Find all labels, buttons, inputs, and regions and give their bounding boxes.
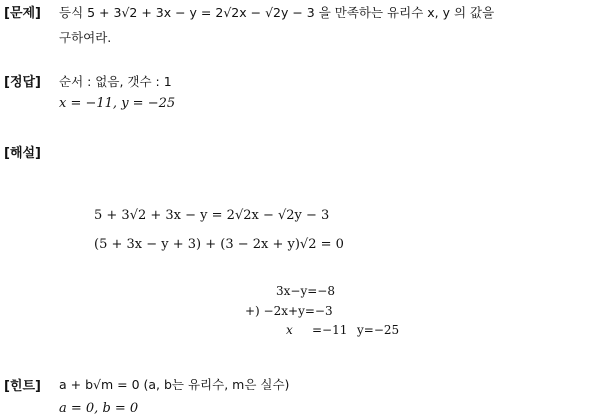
- answer-order-count: 순서 : 없음, 갯수 : 1: [59, 74, 172, 89]
- system-row-2: +) −2x+y=−3: [245, 304, 333, 318]
- hint-label: [힌트]: [4, 379, 41, 394]
- system-row-3-x: x: [286, 323, 293, 337]
- answer-label: [정답]: [4, 75, 41, 90]
- solution-equation-2: (5 + 3x − y + 3) + (3 − 2x + y)√2 = 0: [94, 237, 344, 252]
- system-row-3-value: =−11: [312, 323, 348, 337]
- answer-values: x = −11, y = −25: [59, 96, 176, 111]
- solution-equation-1: 5 + 3√2 + 3x − y = 2√2x − √2y − 3: [94, 208, 330, 223]
- system-row-3-y: y=−25: [357, 323, 400, 337]
- hint-text-line-1: a + b√m = 0 (a, b는 유리수, m은 실수): [59, 377, 290, 392]
- hint-text-line-2: a = 0, b = 0: [59, 401, 139, 416]
- solution-label: [해설]: [4, 146, 41, 161]
- problem-text-line-1: 등식 5 + 3√2 + 3x − y = 2√2x − √2y − 3 을 만족하는 유리수 x, y 의 값을: [59, 5, 495, 20]
- problem-text-line-2: 구하여라.: [59, 30, 112, 45]
- system-row-1: 3x−y=−8: [276, 284, 335, 298]
- problem-label: [문제]: [4, 6, 41, 21]
